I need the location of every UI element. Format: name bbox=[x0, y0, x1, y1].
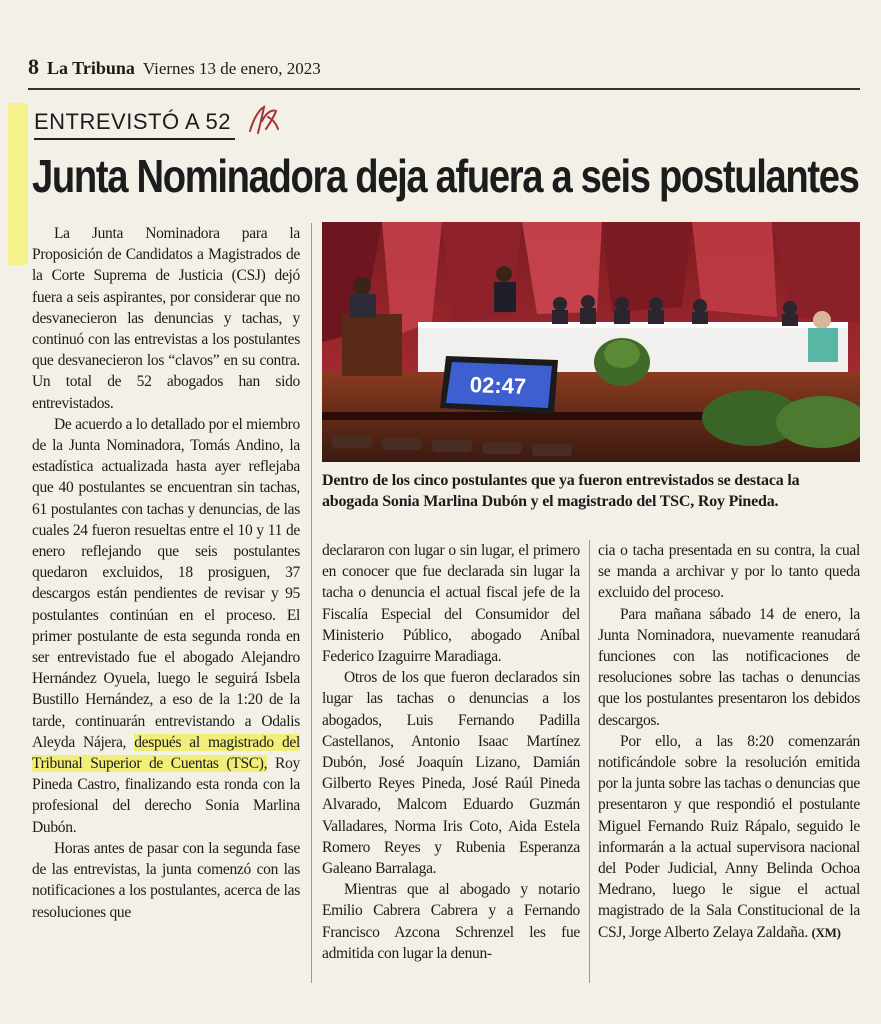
issue-date: Viernes 13 de enero, 2023 bbox=[142, 59, 321, 78]
paragraph: Horas antes de pasar con la segunda fase de las entrevistas, la junta comenzó con las notificaciones a los postulantes, acerca de las resoluciones que bbox=[32, 839, 300, 921]
handwritten-mark-icon bbox=[246, 103, 282, 137]
paragraph-text: De acuerdo a lo detallado por el miembro de la Junta Nominadora, Tomás Andino, la estadística actualizada hasta ayer reflejaba que 40 postulantes se encuentran sin tachas, 61 postulantes con tachas y denuncias, de las cuales 24 fueron resueltas entre el 10 y 11 de enero reflejando que seis postulantes quedaron excluidos, 18 prosiguen, 37 descargos están pendientes de revisar y 95 postulantes continúan en el proceso. El primer postulante de esta segunda ronda en ser entrevistado fue el abogado Alejandro Hernández Oyuela, luego le seguirá Isbela Bustillo Hernández, a eso de la 1:20 de la tarde, continuarán entrevistando a Odalis Aleyda Nájera, bbox=[32, 415, 300, 751]
headline: Junta Nominadora deja afuera a seis postulantes bbox=[32, 150, 859, 202]
highlighted-text: después al magistrado del Tribunal Superior de Cuentas (TSC), bbox=[32, 733, 300, 773]
hearing-scene-image bbox=[322, 222, 860, 462]
column-divider bbox=[589, 540, 590, 983]
kicker: ENTREVISTÓ A 52 bbox=[34, 108, 235, 140]
paragraph bbox=[598, 731, 860, 943]
article-photo bbox=[322, 222, 860, 462]
paragraph: La Junta Nominadora para la Proposición de Candidatos a Magistrados de la Corte Suprema de Justicia (CSJ) dejó fuera a seis aspirantes, por considerar que no desvanecieron las denuncias y tachas, y continuó con las entrevistas a los postulantes que desvanecieron los “clavos” en su contra. Un total de 52 abogados han sido entrevistados. bbox=[32, 225, 300, 412]
page-number: 8 bbox=[28, 54, 39, 79]
paragraph: cia o tacha presentada en su contra, la cual se manda a archivar y por lo tanto queda excluido del proceso. bbox=[598, 542, 860, 602]
author-initials: (XM) bbox=[811, 924, 841, 940]
article-column-2 bbox=[322, 540, 580, 964]
article-column-3 bbox=[598, 540, 860, 943]
countdown-display: 02:47 bbox=[469, 372, 527, 399]
paragraph: Para mañana sábado 14 de enero, la Junta Nominadora, nuevamente reanudará funciones con las notificaciones de resoluciones sobre las tachas o denuncias que los postulantes presentaron los debidos descargos. bbox=[598, 605, 860, 729]
article-column-1 bbox=[32, 223, 300, 923]
paragraph: Otros de los que fueron declarados sin lugar las tachas o denuncias a los abogados, Luis Fernando Padilla Castellanos, Antonio Isaac Martínez Dubón, José Joaquín Lizano, Damián Gilberto Reyes Pineda, José Raúl Pineda Alvarado, Malcom Eduardo Guzmán Valladares, Norma Iris Coto, Aida Estela Romero Reyes y Rubenia Esperanza Galeano Barralaga. bbox=[322, 669, 580, 878]
photo-caption: Dentro de los cinco postulantes que ya fueron entrevistados se destaca la abogada Sonia Marlina Dubón y el magistrado del TSC, Roy Pineda. bbox=[322, 472, 800, 510]
paragraph: Mientras que al abogado y notario Emilio Cabrera Cabrera y a Fernando Francisco Azcona Schrenzel les fue admitida con lugar la denun- bbox=[322, 881, 580, 962]
newspaper-name: La Tribuna bbox=[47, 58, 135, 78]
highlighter-mark bbox=[8, 103, 28, 265]
paragraph: declararon con lugar o sin lugar, el primero en conocer que fue declarada sin lugar la tacha o denuncia el actual fiscal jefe de la Fiscalía Especial del Consumidor del Ministerio Público, abogado Aníbal Federico Izaguirre Maradiaga. bbox=[322, 542, 580, 666]
paragraph bbox=[32, 414, 300, 838]
page-header bbox=[28, 54, 858, 88]
paragraph-text: Por ello, a las 8:20 comenzarán notificándole sobre la resolución emitida por la junta sobre las tachas o denuncias que presentaron y que respondió el postulante Miguel Fernando Ruiz Rápalo, seguido le informarán a la actual supervisora nacional del Poder Judicial, Anny Belinda Ochoa Medrano, luego le sigue el actual magistrado de la Sala Constitucional de la CSJ, Jorge Alberto Zelaya Zaldaña. bbox=[598, 732, 860, 941]
column-divider bbox=[311, 223, 312, 983]
header-rule bbox=[28, 88, 860, 90]
paragraph-text: Roy Pineda Castro, finalizando esta ronda con la profesional del derecho Sonia Marlina Dubón. bbox=[32, 755, 300, 836]
